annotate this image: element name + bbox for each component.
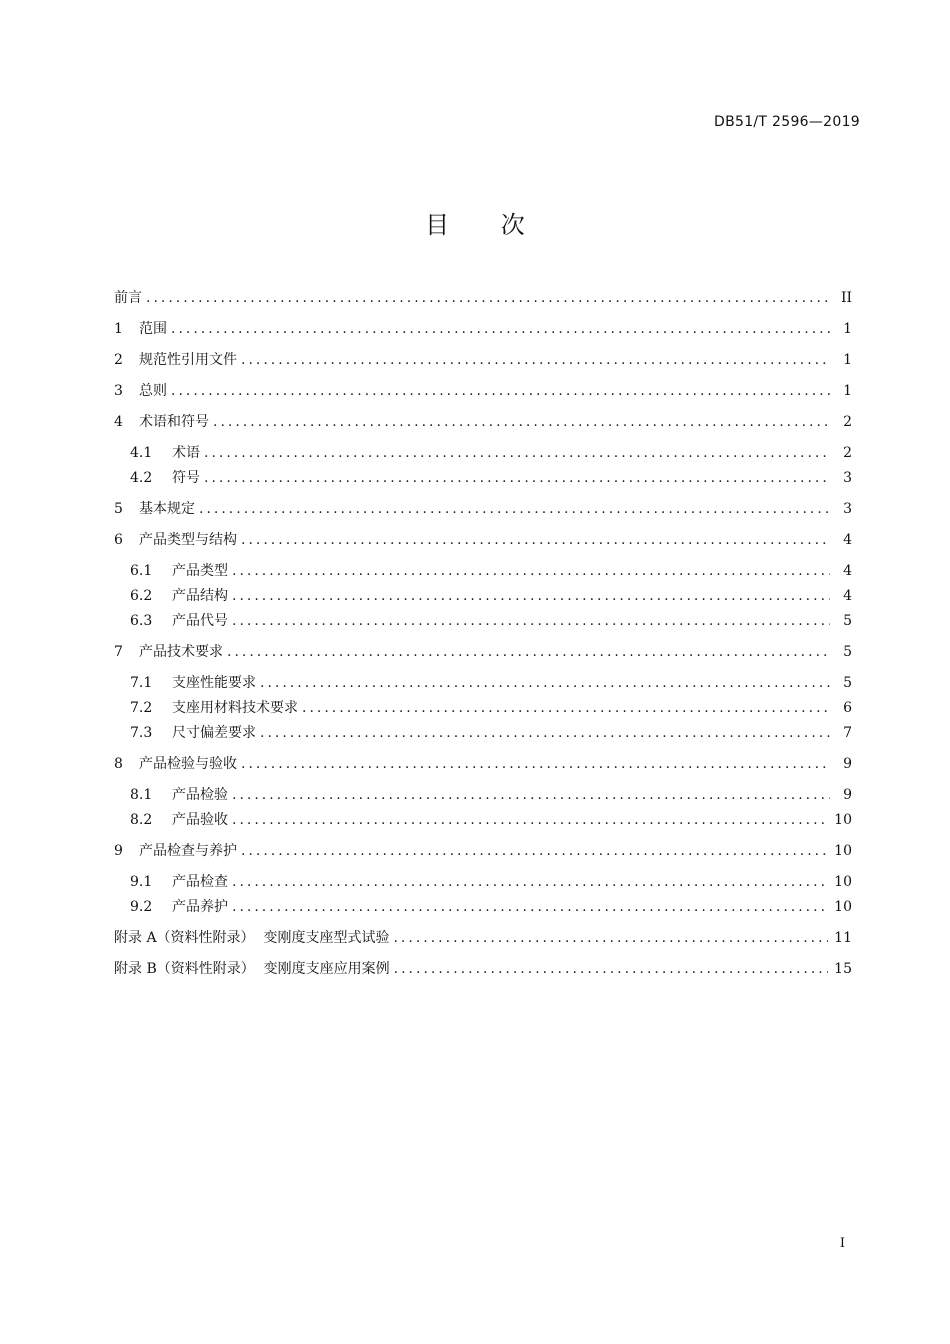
toc-leader-dots: [213, 412, 830, 432]
toc-entry[interactable]: [130, 611, 852, 631]
toc-entry-page: 5: [843, 675, 852, 691]
toc-entry[interactable]: [114, 350, 852, 370]
toc-entry-page: 3: [843, 470, 852, 486]
toc-entry-number: 4.2: [130, 470, 153, 486]
toc-entry-label: 基本规定: [139, 501, 195, 517]
toc-leader-dots: [232, 872, 828, 892]
toc-leader-dots: [232, 810, 828, 830]
toc-entry-number: 7.3: [130, 725, 153, 741]
toc-entry-label: 产品检查与养护: [139, 843, 237, 859]
toc-entry-page: 9: [843, 756, 852, 772]
toc-entry-label: 支座用材料技术要求: [172, 700, 298, 716]
toc-leader-dots: [302, 698, 830, 718]
toc-entry-page: 1: [843, 383, 852, 399]
toc-entry[interactable]: [114, 499, 852, 519]
toc-entry[interactable]: [130, 698, 852, 718]
toc-entry-label: 附录 B（资料性附录） 变刚度支座应用案例: [114, 961, 390, 977]
toc-leader-dots: [241, 841, 828, 861]
toc-entry[interactable]: [130, 897, 852, 917]
toc-entry[interactable]: [114, 928, 852, 948]
toc-entry-page: 11: [834, 930, 852, 946]
toc-leader-dots: [171, 319, 830, 339]
toc-entry-label: 范围: [139, 321, 167, 337]
toc-entry-page: 2: [843, 445, 852, 461]
toc-entry-label: 符号: [172, 470, 200, 486]
toc-entry-number: 9: [114, 843, 123, 859]
toc-entry-page: 3: [843, 501, 852, 517]
toc-entry-number: 2: [114, 352, 123, 368]
toc-entry-label: 术语和符号: [139, 414, 209, 430]
toc-leader-dots: [232, 561, 830, 581]
toc-entry-label: 附录 A（资料性附录） 变刚度支座型式试验: [114, 930, 390, 946]
toc-entry-number: 1: [114, 321, 123, 337]
toc-leader-dots: [204, 443, 830, 463]
toc-entry-label: 产品检验与验收: [139, 756, 237, 772]
toc-entry-page: 10: [834, 899, 852, 915]
toc-entry-page: 1: [843, 321, 852, 337]
toc-entry[interactable]: [114, 288, 852, 308]
toc-leader-dots: [204, 468, 830, 488]
toc-entry-label: 产品结构: [172, 588, 228, 604]
toc-entry-label: 产品验收: [172, 812, 228, 828]
toc-entry-number: 8: [114, 756, 123, 772]
toc-entry-number: 4.1: [130, 445, 153, 461]
toc-entry-page: II: [840, 290, 852, 306]
toc-entry[interactable]: [130, 810, 852, 830]
toc-entry[interactable]: [114, 959, 852, 979]
toc-entry[interactable]: [114, 642, 852, 662]
toc-entry-label: 尺寸偏差要求: [172, 725, 256, 741]
toc-entry-number: 5: [114, 501, 123, 517]
toc-entry[interactable]: [114, 412, 852, 432]
toc-entry[interactable]: [130, 586, 852, 606]
toc-entry-page: 1: [843, 352, 852, 368]
toc-entry-label: 规范性引用文件: [139, 352, 237, 368]
toc-leader-dots: [171, 381, 830, 401]
toc-entry-number: 6.3: [130, 613, 153, 629]
page-title: 目 次: [425, 211, 547, 239]
toc-leader-dots: [241, 754, 830, 774]
toc-entry-page: 5: [843, 613, 852, 629]
toc-leader-dots: [393, 928, 828, 948]
toc-entry-page: 10: [834, 843, 852, 859]
toc-entry[interactable]: [130, 673, 852, 693]
toc-entry-page: 4: [843, 588, 852, 604]
toc-entry-page: 15: [834, 961, 852, 977]
toc-entry[interactable]: [114, 841, 852, 861]
toc-leader-dots: [199, 499, 830, 519]
toc-entry-number: 8.1: [130, 787, 153, 803]
toc-entry-label: 产品检验: [172, 787, 228, 803]
toc-leader-dots: [241, 530, 830, 550]
toc-entry-label: 产品类型: [172, 563, 228, 579]
toc-leader-dots: [227, 642, 830, 662]
toc-leader-dots: [232, 611, 830, 631]
toc-entry-number: 3: [114, 383, 123, 399]
toc-entry[interactable]: [130, 723, 852, 743]
toc-entry[interactable]: [130, 785, 852, 805]
toc-leader-dots: [260, 723, 830, 743]
toc-entry-number: 9.1: [130, 874, 153, 890]
toc-entry-number: 6: [114, 532, 123, 548]
toc-leader-dots: [232, 785, 830, 805]
toc-entry[interactable]: [130, 443, 852, 463]
toc-entry-label: 前言: [114, 290, 142, 306]
toc-entry-page: 10: [834, 874, 852, 890]
toc-entry[interactable]: [114, 381, 852, 401]
toc-entry-page: 4: [843, 563, 852, 579]
toc-entry-label: 术语: [172, 445, 200, 461]
toc-entry-label: 产品代号: [172, 613, 228, 629]
toc-entry-number: 7: [114, 644, 123, 660]
toc-entry-label: 产品检查: [172, 874, 228, 890]
toc-entry-number: 6.2: [130, 588, 153, 604]
toc-entry[interactable]: [114, 754, 852, 774]
toc-entry-page: 7: [843, 725, 852, 741]
toc-leader-dots: [394, 959, 829, 979]
toc-entry-number: 9.2: [130, 899, 153, 915]
toc-entry-number: 7.1: [130, 675, 153, 691]
toc-leader-dots: [232, 897, 828, 917]
toc-entry-page: 6: [843, 700, 852, 716]
toc-entry-number: 7.2: [130, 700, 153, 716]
toc-leader-dots: [146, 288, 830, 308]
toc-entry-label: 产品技术要求: [139, 644, 223, 660]
toc-entry-number: 8.2: [130, 812, 153, 828]
toc-entry[interactable]: [130, 872, 852, 892]
toc-entry[interactable]: [130, 561, 852, 581]
standard-code: DB51/T 2596—2019: [714, 114, 860, 130]
toc-entry-number: 4: [114, 414, 123, 430]
toc-entry[interactable]: [130, 468, 852, 488]
toc-entry-page: 2: [843, 414, 852, 430]
toc-entry-label: 支座性能要求: [172, 675, 256, 691]
toc-entry-label: 产品类型与结构: [139, 532, 237, 548]
toc-leader-dots: [232, 586, 830, 606]
toc-leader-dots: [241, 350, 830, 370]
toc-entry-label: 总则: [139, 383, 167, 399]
toc-entry[interactable]: [114, 530, 852, 550]
toc-entry-page: 10: [834, 812, 852, 828]
toc-leader-dots: [260, 673, 830, 693]
toc-entry-page: 4: [843, 532, 852, 548]
toc-entry-page: 5: [843, 644, 852, 660]
page-number: I: [839, 1236, 845, 1251]
toc-entry[interactable]: [114, 319, 852, 339]
toc-entry-page: 9: [843, 787, 852, 803]
toc-entry-number: 6.1: [130, 563, 153, 579]
toc-entry-label: 产品养护: [172, 899, 228, 915]
